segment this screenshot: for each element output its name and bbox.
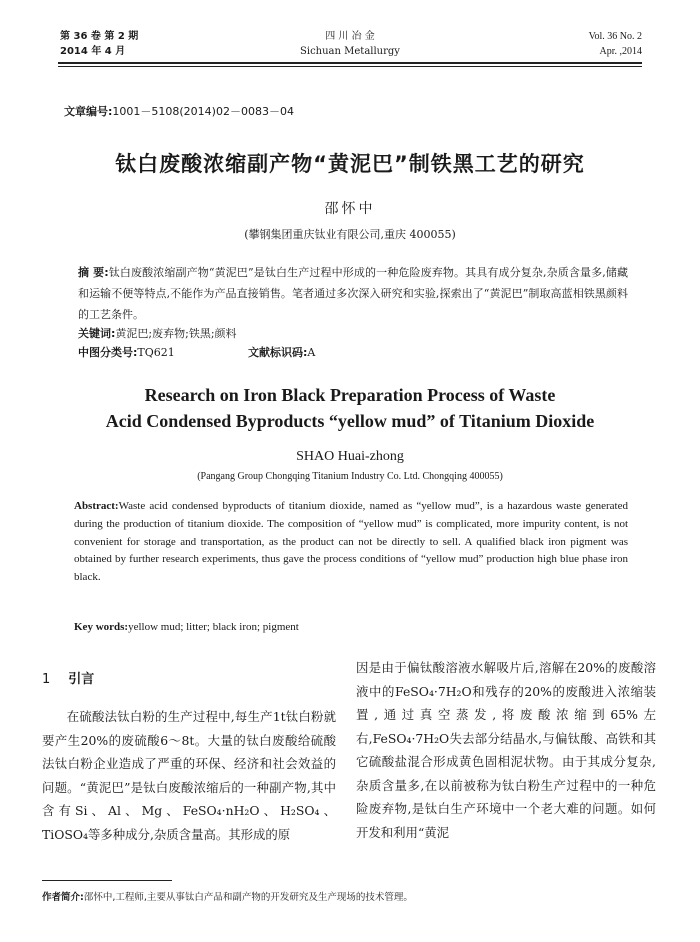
abstract-cn-text: 钛白废酸浓缩副产物“黄泥巴”是钛白生产过程中形成的一种危险废弃物。其具有成分复杂,杂质含量多,储藏和运输不便等特点,不能作为产品直接销售。笔者通过多次深入研究和实验,探索出了“黄泥巴”制取高蓝相铁黑颜料的工艺条件。	[78, 266, 628, 321]
article-number-value: 1001－5108(2014)02－0083－04	[112, 105, 294, 118]
section-number: 1	[42, 672, 51, 687]
date-cn: 2014 年 4 月	[60, 46, 126, 57]
volume-issue-cn: 第 36 卷 第 2 期	[60, 31, 139, 42]
abstract-en-label: Abstract:	[74, 500, 119, 512]
keywords-en	[74, 621, 628, 633]
affiliation-en: (Pangang Group Chongqing Titanium Industry Co. Ltd. Chongqing 400055)	[197, 471, 503, 482]
title-en-line2: Acid Condensed Byproducts “yellow mud” of Titanium Dioxide	[105, 411, 595, 431]
document-code-label: 文献标识码:	[248, 346, 308, 359]
class-number-value: TQ621	[137, 346, 175, 359]
article-number	[64, 103, 294, 119]
footnote-text: 邵怀中,工程师,主要从事钛白产品和副产物的开发研究及生产现场的技术管理。	[83, 892, 413, 903]
running-header-right	[589, 29, 642, 59]
abstract-en-text: Waste acid condensed byproducts of titanium dioxide, named as “yellow mud”, is a hazardous waste generated during the production of titanium dioxide. The composition of “yellow mud” is complicated, more impurity content, is not convenient for storage and transportation, as the product can not be directly to sell. A qualified black iron pigment was obtained by further research experiments, thus gave the process conditions of “yellow mud” production high blue phase iron black.	[74, 500, 628, 584]
keywords-cn-text: 黄泥巴;废弃物;铁黑;颜料	[115, 327, 237, 340]
author-en: SHAO Huai-zhong	[296, 449, 404, 464]
keywords-cn-label: 关键词:	[78, 327, 116, 340]
header-rule-thin	[58, 66, 642, 67]
section-title: 引言	[68, 672, 95, 687]
title-cn: 钛白废酸浓缩副产物“黄泥巴”制铁黑工艺的研究	[115, 152, 585, 176]
running-header-center	[250, 29, 450, 59]
body-column-left: 在硫酸法钛白粉的生产过程中,每生产1t钛白粉就要产生20%的废硫酸6～8t。大量的钛白废酸给硫酸法钛白粉企业造成了严重的环保、经济和社会效益的问题。“黄泥巴”是钛白废酸浓缩后的一种副产物,其中含有Si、Al、Mg、FeSO₄·nH₂O、H₂SO₄、TiOSO₄等多种成分,杂质含量高。其形成的原	[42, 709, 336, 842]
keywords-en-text: yellow mud; litter; black iron; pigment	[128, 621, 299, 633]
header-rule-thick	[58, 62, 642, 64]
date-en: Apr. ,2014	[599, 46, 642, 57]
affiliation-cn: (攀钢集团重庆钛业有限公司,重庆 400055)	[244, 228, 456, 241]
author-footnote	[42, 889, 413, 903]
volume-issue-en: Vol. 36 No. 2	[588, 31, 642, 42]
section-heading	[42, 668, 336, 687]
keywords-en-label: Key words:	[74, 621, 129, 633]
footnote-rule	[42, 880, 172, 881]
abstract-en	[74, 498, 628, 587]
abstract-cn-label: 摘 要:	[78, 266, 109, 279]
footnote-label: 作者简介:	[42, 892, 84, 903]
journal-name-cn: 四 川 冶 金	[325, 31, 375, 42]
running-header-left	[60, 29, 138, 59]
body-column-right: 因是由于偏钛酸溶液水解吸片后,溶解在20%的废酸溶液中的FeSO₄·7H₂O和残存的20%的废酸进入浓缩装置,通过真空蒸发,将废酸浓缩到65%左右,FeSO₄·7H₂O失去部分结晶水,与偏钛酸、高铁和其它硫酸盐混合形成黄色固相泥状物。由于其成分复杂,杂质含量多,在以前被称为钛白粉生产过程中的一种危险废弃物,是钛白生产环境中一个老大难的问题。如何开发和利用“黄泥	[356, 660, 656, 840]
title-en	[40, 382, 660, 434]
article-number-label: 文章编号:	[64, 105, 113, 118]
journal-name-en: Sichuan Metallurgy	[300, 46, 400, 57]
document-code-value: A	[307, 346, 316, 359]
document-code	[248, 345, 315, 361]
abstract-cn	[78, 262, 628, 325]
class-number-label: 中图分类号:	[78, 346, 138, 359]
title-en-line1: Research on Iron Black Preparation Process of Waste	[144, 385, 556, 405]
classification-line	[78, 345, 628, 361]
author-cn: 邵怀中	[324, 201, 376, 217]
keywords-cn	[78, 326, 628, 342]
